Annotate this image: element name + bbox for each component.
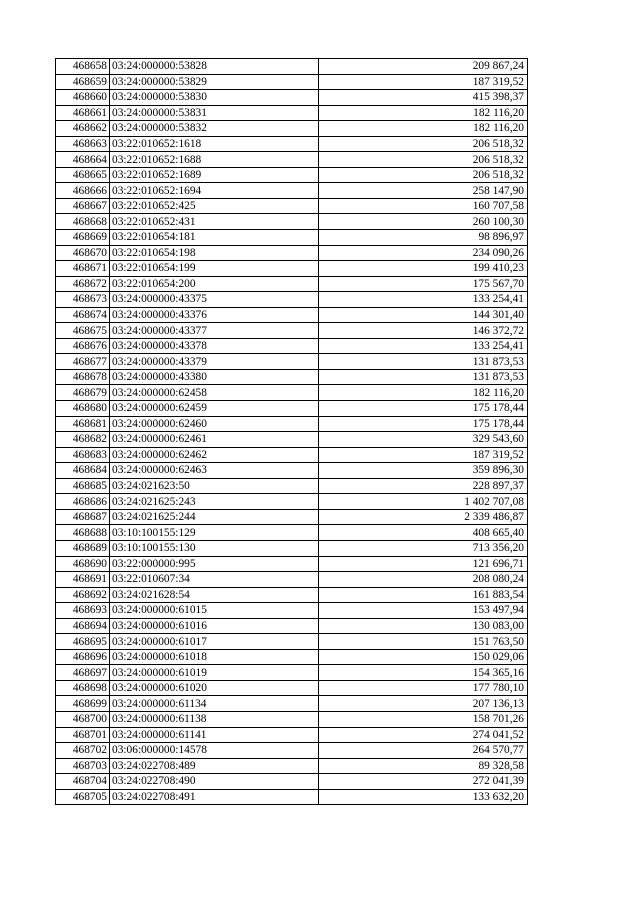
- table-row: [56, 649, 528, 665]
- record-number-cell: 468672: [56, 276, 110, 292]
- cadastral-number-cell: 03:10:100155:129: [110, 525, 319, 541]
- table-row: [56, 74, 528, 90]
- table-row: [56, 572, 528, 588]
- record-number-cell: 468682: [56, 432, 110, 448]
- cadastral-number-cell: 03:24:000000:61134: [110, 696, 319, 712]
- value-cell: 160 707,58: [319, 198, 528, 214]
- table-row: [56, 680, 528, 696]
- value-cell: 144 301,40: [319, 307, 528, 323]
- value-cell: 272 041,39: [319, 774, 528, 790]
- record-number-cell: 468692: [56, 587, 110, 603]
- table-row: [56, 152, 528, 168]
- cadastral-number-cell: 03:24:000000:43375: [110, 292, 319, 308]
- record-number-cell: 468695: [56, 634, 110, 650]
- record-number-cell: 468697: [56, 665, 110, 681]
- value-cell: 228 897,37: [319, 478, 528, 494]
- record-number-cell: 468684: [56, 463, 110, 479]
- record-number-cell: 468666: [56, 183, 110, 199]
- record-number-cell: 468663: [56, 136, 110, 152]
- record-number-cell: 468671: [56, 261, 110, 277]
- record-number-cell: 468662: [56, 121, 110, 137]
- value-cell: 187 319,52: [319, 447, 528, 463]
- record-number-cell: 468699: [56, 696, 110, 712]
- table-row: [56, 525, 528, 541]
- value-cell: 408 665,40: [319, 525, 528, 541]
- cadastral-number-cell: 03:24:000000:62462: [110, 447, 319, 463]
- table-row: [56, 509, 528, 525]
- value-cell: 121 696,71: [319, 556, 528, 572]
- value-cell: 359 896,30: [319, 463, 528, 479]
- value-cell: 206 518,32: [319, 167, 528, 183]
- table-row: [56, 634, 528, 650]
- table-row: [56, 789, 528, 805]
- value-cell: 154 365,16: [319, 665, 528, 681]
- table-row: [56, 136, 528, 152]
- table-row: [56, 338, 528, 354]
- cadastral-number-cell: 03:24:000000:43376: [110, 307, 319, 323]
- cadastral-number-cell: 03:24:000000:62460: [110, 416, 319, 432]
- value-cell: 130 083,00: [319, 618, 528, 634]
- cadastral-number-cell: 03:24:000000:61018: [110, 649, 319, 665]
- value-cell: 133 254,41: [319, 292, 528, 308]
- cadastral-number-cell: 03:24:000000:61019: [110, 665, 319, 681]
- table-row: [56, 774, 528, 790]
- cadastral-number-cell: 03:06:000000:14578: [110, 743, 319, 759]
- record-number-cell: 468705: [56, 789, 110, 805]
- value-cell: 158 701,26: [319, 711, 528, 727]
- value-cell: 329 543,60: [319, 432, 528, 448]
- cadastral-number-cell: 03:22:010652:1688: [110, 152, 319, 168]
- table-row: [56, 121, 528, 137]
- cadastral-number-cell: 03:24:000000:53832: [110, 121, 319, 137]
- cadastral-number-cell: 03:22:010654:199: [110, 261, 319, 277]
- cadastral-number-cell: 03:24:000000:43380: [110, 369, 319, 385]
- table-row: [56, 90, 528, 106]
- cadastral-number-cell: 03:22:010654:200: [110, 276, 319, 292]
- cadastral-number-cell: 03:24:000000:61015: [110, 603, 319, 619]
- table-row: [56, 665, 528, 681]
- record-number-cell: 468661: [56, 105, 110, 121]
- record-number-cell: 468698: [56, 680, 110, 696]
- value-cell: 208 080,24: [319, 572, 528, 588]
- table-row: [56, 696, 528, 712]
- value-cell: 182 116,20: [319, 105, 528, 121]
- value-cell: 161 883,54: [319, 587, 528, 603]
- table-row: [56, 540, 528, 556]
- record-number-cell: 468689: [56, 540, 110, 556]
- value-cell: 234 090,26: [319, 245, 528, 261]
- cadastral-number-cell: 03:24:000000:53830: [110, 90, 319, 106]
- cadastral-number-cell: 03:24:000000:62461: [110, 432, 319, 448]
- cadastral-number-cell: 03:24:021623:50: [110, 478, 319, 494]
- cadastral-number-cell: 03:24:000000:62463: [110, 463, 319, 479]
- record-number-cell: 468669: [56, 230, 110, 246]
- record-number-cell: 468693: [56, 603, 110, 619]
- record-number-cell: 468675: [56, 323, 110, 339]
- record-number-cell: 468700: [56, 711, 110, 727]
- record-number-cell: 468676: [56, 338, 110, 354]
- value-cell: 187 319,52: [319, 74, 528, 90]
- value-cell: 151 763,50: [319, 634, 528, 650]
- record-number-cell: 468703: [56, 758, 110, 774]
- value-cell: 207 136,13: [319, 696, 528, 712]
- record-number-cell: 468680: [56, 401, 110, 417]
- table-row: [56, 276, 528, 292]
- value-cell: 206 518,32: [319, 136, 528, 152]
- record-number-cell: 468673: [56, 292, 110, 308]
- table-row: [56, 727, 528, 743]
- cadastral-number-cell: 03:22:010652:431: [110, 214, 319, 230]
- cadastral-number-cell: 03:24:021625:244: [110, 509, 319, 525]
- cadastral-number-cell: 03:22:010652:1694: [110, 183, 319, 199]
- cadastral-number-cell: 03:24:000000:62458: [110, 385, 319, 401]
- value-cell: 133 254,41: [319, 338, 528, 354]
- value-cell: 131 873,53: [319, 354, 528, 370]
- cadastral-number-cell: 03:22:010607:34: [110, 572, 319, 588]
- table-row: [56, 743, 528, 759]
- cadastral-number-cell: 03:24:021625:243: [110, 494, 319, 510]
- value-cell: 264 570,77: [319, 743, 528, 759]
- record-number-cell: 468704: [56, 774, 110, 790]
- table-row: [56, 385, 528, 401]
- table-row: [56, 323, 528, 339]
- value-cell: 150 029,06: [319, 649, 528, 665]
- table-row: [56, 198, 528, 214]
- record-number-cell: 468664: [56, 152, 110, 168]
- record-number-cell: 468683: [56, 447, 110, 463]
- record-number-cell: 468702: [56, 743, 110, 759]
- record-number-cell: 468667: [56, 198, 110, 214]
- record-number-cell: 468658: [56, 59, 110, 75]
- cadastral-number-cell: 03:24:000000:43379: [110, 354, 319, 370]
- table-row: [56, 105, 528, 121]
- table-row: [56, 292, 528, 308]
- cadastral-number-cell: 03:24:000000:53828: [110, 59, 319, 75]
- value-cell: 175 178,44: [319, 401, 528, 417]
- record-number-cell: 468668: [56, 214, 110, 230]
- record-number-cell: 468659: [56, 74, 110, 90]
- value-cell: 713 356,20: [319, 540, 528, 556]
- record-number-cell: 468681: [56, 416, 110, 432]
- table-row: [56, 447, 528, 463]
- table-row: [56, 556, 528, 572]
- record-number-cell: 468678: [56, 369, 110, 385]
- table-row: [56, 463, 528, 479]
- value-cell: 153 497,94: [319, 603, 528, 619]
- table-row: [56, 478, 528, 494]
- value-cell: 131 873,53: [319, 369, 528, 385]
- cadastral-number-cell: 03:22:010654:181: [110, 230, 319, 246]
- table-row: [56, 401, 528, 417]
- value-cell: 177 780,10: [319, 680, 528, 696]
- record-number-cell: 468679: [56, 385, 110, 401]
- cadastral-number-cell: 03:24:000000:43378: [110, 338, 319, 354]
- cadastral-number-cell: 03:24:000000:61138: [110, 711, 319, 727]
- cadastral-number-cell: 03:22:010652:1618: [110, 136, 319, 152]
- table-row: [56, 416, 528, 432]
- cadastral-number-cell: 03:24:000000:53831: [110, 105, 319, 121]
- cadastral-number-cell: 03:22:010654:198: [110, 245, 319, 261]
- table-row: [56, 59, 528, 75]
- value-cell: 175 178,44: [319, 416, 528, 432]
- cadastral-number-cell: 03:10:100155:130: [110, 540, 319, 556]
- table-row: [56, 432, 528, 448]
- cadastral-number-cell: 03:24:000000:61016: [110, 618, 319, 634]
- value-cell: 209 867,24: [319, 59, 528, 75]
- value-cell: 258 147,90: [319, 183, 528, 199]
- table-row: [56, 603, 528, 619]
- table-row: [56, 587, 528, 603]
- value-cell: 2 339 486,87: [319, 509, 528, 525]
- value-cell: 260 100,30: [319, 214, 528, 230]
- value-cell: 89 328,58: [319, 758, 528, 774]
- cadastral-number-cell: 03:24:021628:54: [110, 587, 319, 603]
- record-number-cell: 468674: [56, 307, 110, 323]
- record-number-cell: 468677: [56, 354, 110, 370]
- value-cell: 206 518,32: [319, 152, 528, 168]
- table-row: [56, 307, 528, 323]
- record-number-cell: 468696: [56, 649, 110, 665]
- record-number-cell: 468670: [56, 245, 110, 261]
- data-table: [55, 58, 528, 805]
- value-cell: 182 116,20: [319, 385, 528, 401]
- record-number-cell: 468686: [56, 494, 110, 510]
- table-row: [56, 354, 528, 370]
- cadastral-number-cell: 03:24:000000:61020: [110, 680, 319, 696]
- value-cell: 199 410,23: [319, 261, 528, 277]
- table-row: [56, 758, 528, 774]
- table-row: [56, 618, 528, 634]
- cadastral-number-cell: 03:24:022708:490: [110, 774, 319, 790]
- cadastral-number-cell: 03:24:022708:489: [110, 758, 319, 774]
- record-number-cell: 468691: [56, 572, 110, 588]
- value-cell: 133 632,20: [319, 789, 528, 805]
- cadastral-number-cell: 03:22:010652:425: [110, 198, 319, 214]
- cadastral-number-cell: 03:24:000000:62459: [110, 401, 319, 417]
- cadastral-number-cell: 03:24:000000:61017: [110, 634, 319, 650]
- cadastral-number-cell: 03:24:000000:53829: [110, 74, 319, 90]
- record-number-cell: 468694: [56, 618, 110, 634]
- table-row: [56, 494, 528, 510]
- table-row: [56, 261, 528, 277]
- record-number-cell: 468690: [56, 556, 110, 572]
- value-cell: 415 398,37: [319, 90, 528, 106]
- value-cell: 98 896,97: [319, 230, 528, 246]
- record-number-cell: 468701: [56, 727, 110, 743]
- value-cell: 182 116,20: [319, 121, 528, 137]
- value-cell: 1 402 707,08: [319, 494, 528, 510]
- value-cell: 274 041,52: [319, 727, 528, 743]
- cadastral-number-cell: 03:22:000000:995: [110, 556, 319, 572]
- record-number-cell: 468665: [56, 167, 110, 183]
- table-row: [56, 369, 528, 385]
- cadastral-number-cell: 03:24:022708:491: [110, 789, 319, 805]
- record-number-cell: 468660: [56, 90, 110, 106]
- record-number-cell: 468688: [56, 525, 110, 541]
- record-number-cell: 468685: [56, 478, 110, 494]
- record-number-cell: 468687: [56, 509, 110, 525]
- cadastral-number-cell: 03:24:000000:43377: [110, 323, 319, 339]
- table-row: [56, 167, 528, 183]
- cadastral-number-cell: 03:24:000000:61141: [110, 727, 319, 743]
- table-row: [56, 214, 528, 230]
- table-row: [56, 711, 528, 727]
- table-body: [56, 59, 528, 805]
- value-cell: 175 567,70: [319, 276, 528, 292]
- table-row: [56, 245, 528, 261]
- table-row: [56, 183, 528, 199]
- cadastral-number-cell: 03:22:010652:1689: [110, 167, 319, 183]
- table-row: [56, 230, 528, 246]
- value-cell: 146 372,72: [319, 323, 528, 339]
